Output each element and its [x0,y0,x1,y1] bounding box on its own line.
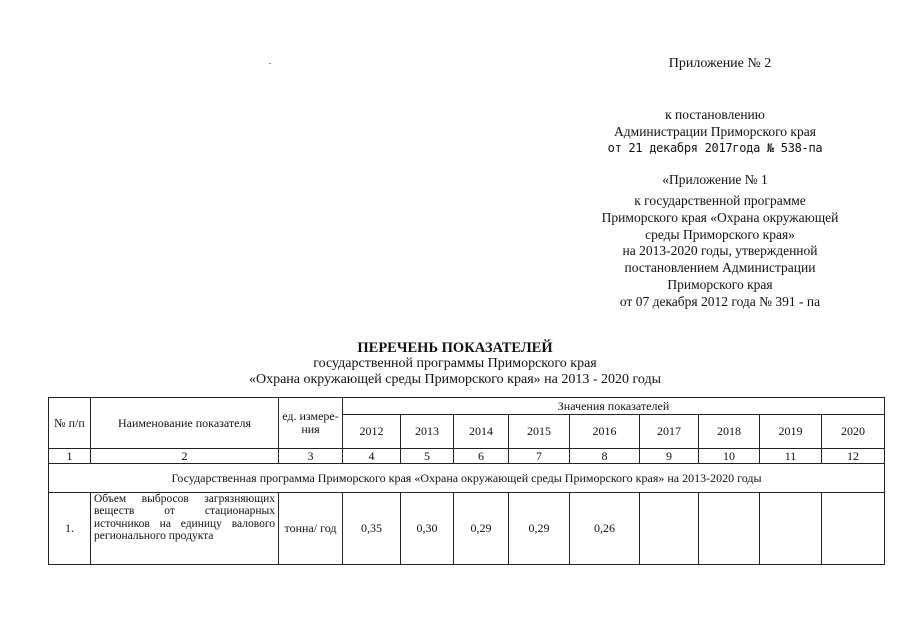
column-number: 7 [509,449,570,464]
column-number: 4 [343,449,401,464]
header-values: Значения показателей [343,398,885,415]
row-value: 0,29 [454,493,509,565]
row-value: 0,35 [343,493,401,565]
decree-line-1: к постановлению [665,107,765,122]
header-year: 2017 [640,415,699,449]
program-line-4: на 2013-2020 годы, утвержденной [622,243,818,259]
column-number: 2 [91,449,279,464]
column-number: 5 [401,449,454,464]
appendix-1-label: «Приложение № 1 [662,172,768,187]
section-title: Государственная программа Приморского края «Охрана окружающей среды Приморского края» на 2013-2020 годы [49,464,885,493]
header-number: № п/п [49,398,91,449]
row-value [699,493,760,565]
row-value [760,493,822,565]
header-year: 2020 [822,415,885,449]
scan-speck [269,63,271,64]
program-line-3: среды Приморского края» [645,226,795,242]
program-line-1: к государственной программе [634,193,806,208]
table-row [49,493,885,565]
row-value: 0,29 [509,493,570,565]
appendix-2-label: Приложение № 2 [668,56,772,71]
program-line-2: Приморского края «Охрана окружающей [601,209,839,225]
header-year: 2014 [454,415,509,449]
column-number: 6 [454,449,509,464]
document-heading [150,340,760,388]
program-line-7: от 07 декабря 2012 года № 391 - па [619,293,821,309]
column-number: 3 [279,449,343,464]
column-number: 10 [699,449,760,464]
header-year: 2012 [343,415,401,449]
row-value: 0,26 [570,493,640,565]
row-value [822,493,885,565]
header-year: 2016 [570,415,640,449]
header-unit: ед. измере-ния [279,398,343,449]
decree-line-2: Администрации Приморского края [614,124,816,139]
header-year: 2013 [401,415,454,449]
document-title: ПЕРЕЧЕНЬ ПОКАЗАТЕЛЕЙ [357,340,553,356]
document-subtitle-2: «Охрана окружающей среды Приморского края» на 2013 - 2020 годы [248,372,662,387]
row-number: 1. [49,493,91,565]
decree-date-number: от 21 декабря 2017года № 538-па [607,141,823,155]
program-line-5: постановлением Администрации [624,260,816,276]
document-subtitle-1: государственной программы Приморского края [313,356,597,371]
row-value [640,493,699,565]
header-year: 2019 [760,415,822,449]
row-unit: тонна/ год [279,493,343,565]
header-indicator-name: Наименование показателя [91,398,279,449]
row-indicator-name: Объем выбросов загрязняющих веществ от стационарных источников на единицу валового регионального продукта [91,493,279,565]
indicators-table [48,397,885,565]
decree-reference [560,106,870,157]
column-number: 11 [760,449,822,464]
column-number: 1 [49,449,91,464]
header-year: 2015 [509,415,570,449]
column-number: 12 [822,449,885,464]
column-number: 8 [570,449,640,464]
column-number: 9 [640,449,699,464]
program-line-6: Приморского края [667,276,773,292]
program-reference [560,193,880,311]
header-year: 2018 [699,415,760,449]
row-value: 0,30 [401,493,454,565]
